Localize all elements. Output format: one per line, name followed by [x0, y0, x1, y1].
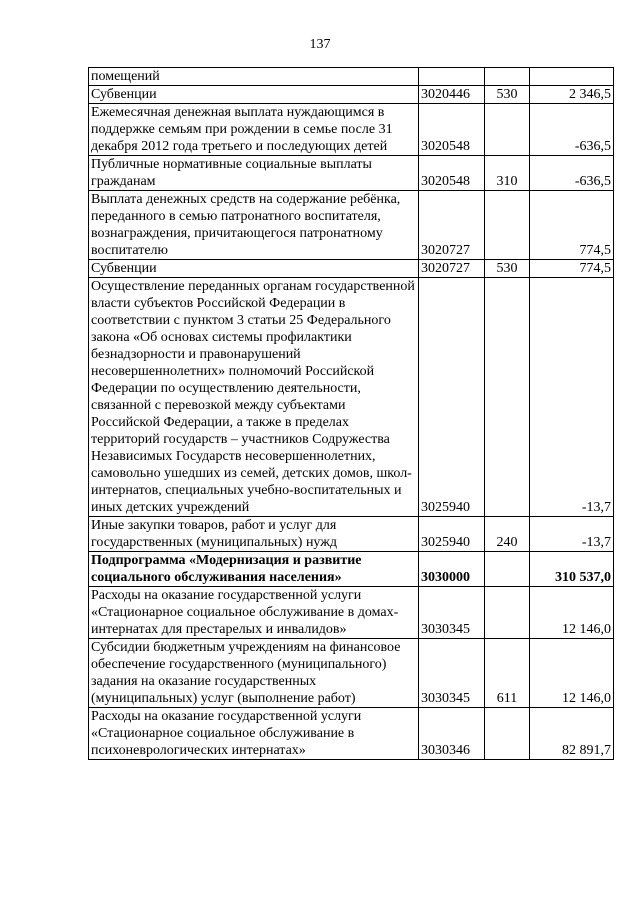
table-row	[89, 86, 614, 104]
expense-type-code-cell	[485, 708, 530, 760]
item-name-cell: Осуществление переданных органам государственной власти субъектов Российской Федерации в соответствии с пунктом 3 статьи 25 Федерального закона «Об основах системы профилактики безнадзорности и правонарушений несовершеннолетних» полномочий Российской Федерации по осуществлению деятельности, связанной с перевозкой между субъектами Российской Федерации, а также в пределах территорий государств – участников Содружества Независимых Государств несовершеннолетних, самовольно ушедших из семей, детских домов, школ-интернатов, специальных учебно-воспитательных и иных детских учреждений	[89, 278, 419, 517]
budget-table-body	[89, 68, 614, 760]
item-name-cell: Субсидии бюджетным учреждениям на финансовое обеспечение государственного (муниципального) задания на оказание государственных (муниципальных) услуг (выполнение работ)	[89, 639, 419, 708]
amount-cell: -636,5	[530, 156, 614, 191]
item-name-cell: Подпрограмма «Модернизация и развитие социального обслуживания населения»	[89, 552, 419, 587]
target-article-code-cell: 3030345	[419, 639, 485, 708]
item-name-cell: Иные закупки товаров, работ и услуг для государственных (муниципальных) нужд	[89, 517, 419, 552]
expense-type-code-cell	[485, 68, 530, 86]
item-name-cell: Субвенции	[89, 86, 419, 104]
expense-type-code-cell	[485, 278, 530, 517]
expense-type-code-cell	[485, 104, 530, 156]
target-article-code-cell: 3020548	[419, 104, 485, 156]
table-row	[89, 552, 614, 587]
amount-cell: 310 537,0	[530, 552, 614, 587]
item-name-cell: помещений	[89, 68, 419, 86]
target-article-code-cell: 3030345	[419, 587, 485, 639]
expense-type-code-cell: 530	[485, 260, 530, 278]
target-article-code-cell	[419, 68, 485, 86]
page-number: 137	[309, 37, 331, 52]
expense-type-code-cell	[485, 552, 530, 587]
target-article-code-cell: 3020548	[419, 156, 485, 191]
target-article-code-cell: 3030346	[419, 708, 485, 760]
table-row	[89, 278, 614, 517]
item-name-cell: Субвенции	[89, 260, 419, 278]
amount-cell: 12 146,0	[530, 587, 614, 639]
expense-type-code-cell	[485, 587, 530, 639]
amount-cell: 774,5	[530, 260, 614, 278]
amount-cell: -13,7	[530, 517, 614, 552]
item-name-cell: Публичные нормативные социальные выплаты гражданам	[89, 156, 419, 191]
target-article-code-cell: 3020727	[419, 260, 485, 278]
budget-table	[88, 67, 614, 760]
amount-cell: 774,5	[530, 191, 614, 260]
target-article-code-cell: 3025940	[419, 278, 485, 517]
target-article-code-cell: 3020446	[419, 86, 485, 104]
table-row	[89, 104, 614, 156]
table-row	[89, 191, 614, 260]
expense-type-code-cell	[485, 191, 530, 260]
target-article-code-cell: 3025940	[419, 517, 485, 552]
table-row	[89, 156, 614, 191]
amount-cell	[530, 68, 614, 86]
item-name-cell: Расходы на оказание государственной услуги «Стационарное социальное обслуживание в домах-интернатах для престарелых и инвалидов»	[89, 587, 419, 639]
amount-cell: 82 891,7	[530, 708, 614, 760]
table-row	[89, 517, 614, 552]
item-name-cell: Расходы на оказание государственной услуги «Стационарное социальное обслуживание в психоневрологических интернатах»	[89, 708, 419, 760]
expense-type-code-cell: 611	[485, 639, 530, 708]
expense-type-code-cell: 240	[485, 517, 530, 552]
amount-cell: 12 146,0	[530, 639, 614, 708]
target-article-code-cell: 3020727	[419, 191, 485, 260]
expense-type-code-cell: 530	[485, 86, 530, 104]
expense-type-code-cell: 310	[485, 156, 530, 191]
table-row	[89, 68, 614, 86]
target-article-code-cell: 3030000	[419, 552, 485, 587]
table-row	[89, 639, 614, 708]
table-row	[89, 587, 614, 639]
amount-cell: -13,7	[530, 278, 614, 517]
table-row	[89, 260, 614, 278]
table-row	[89, 708, 614, 760]
amount-cell: -636,5	[530, 104, 614, 156]
item-name-cell: Выплата денежных средств на содержание ребёнка, переданного в семью патронатного воспитателя, вознаграждения, причитающегося патронатному воспитателю	[89, 191, 419, 260]
item-name-cell: Ежемесячная денежная выплата нуждающимся в поддержке семьям при рождении в семье после 31 декабря 2012 года третьего и последующих детей	[89, 104, 419, 156]
amount-cell: 2 346,5	[530, 86, 614, 104]
